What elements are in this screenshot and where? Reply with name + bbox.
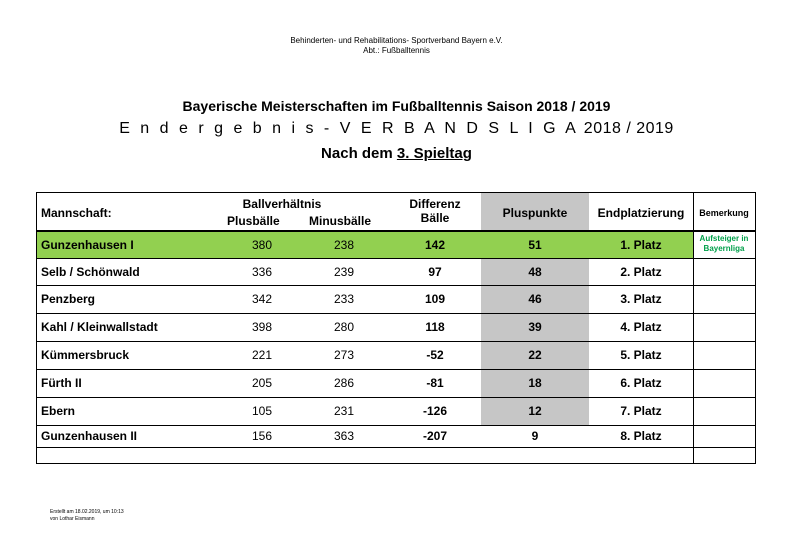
minus-balls: 286 <box>333 376 355 390</box>
points: 9 <box>531 429 539 443</box>
points-column-background <box>481 193 589 426</box>
points: 12 <box>528 404 542 418</box>
ball-difference: 142 <box>424 238 446 252</box>
row-divider <box>37 425 755 426</box>
minus-balls: 273 <box>333 348 355 362</box>
team-name: Gunzenhausen II <box>41 429 138 443</box>
placement: 5. Platz <box>620 348 662 362</box>
placement: 2. Platz <box>620 265 662 279</box>
plus-balls: 205 <box>251 376 273 390</box>
placement: 3. Platz <box>620 292 662 306</box>
team-name: Penzberg <box>41 292 96 306</box>
placement: 1. Platz <box>620 238 662 252</box>
row-divider <box>37 313 755 314</box>
plus-balls: 156 <box>251 429 273 443</box>
header-plus: Plusbälle <box>227 214 280 228</box>
matchday-number: 3. Spieltag <box>396 145 472 162</box>
matchday-prefix: Nach dem <box>321 145 397 162</box>
ball-difference: -81 <box>426 376 444 390</box>
ball-difference: -207 <box>422 429 448 443</box>
row-divider <box>37 341 755 342</box>
minus-balls: 280 <box>333 320 355 334</box>
team-name: Kahl / Kleinwallstadt <box>41 320 158 334</box>
header-placement: Endplatzierung <box>597 206 685 220</box>
header-team: Mannschaft: <box>41 206 112 220</box>
header-minus: Minusbälle <box>309 214 372 228</box>
minus-balls: 233 <box>333 292 355 306</box>
matchday-heading <box>0 145 793 162</box>
subtitle-season: 2018 / 2019 <box>578 120 674 137</box>
header-diff-line1: Differenz <box>409 197 461 211</box>
team-name: Selb / Schönwald <box>41 265 140 279</box>
plus-balls: 398 <box>251 320 273 334</box>
ball-difference: 118 <box>425 320 445 334</box>
placement: 6. Platz <box>620 376 662 390</box>
team-name: Fürth II <box>41 376 82 390</box>
placement: 7. Platz <box>620 404 662 418</box>
standings-table <box>36 192 756 464</box>
page-title: Bayerische Meisterschaften im Fußballtennis Saison 2018 / 2019 <box>182 98 611 114</box>
points: 39 <box>528 320 542 334</box>
row-divider <box>37 258 755 259</box>
row-divider <box>37 397 755 398</box>
plus-balls: 380 <box>251 238 273 252</box>
header-diff-line2: Bälle <box>420 211 450 225</box>
minus-balls: 363 <box>333 429 355 443</box>
ball-difference: -126 <box>422 404 448 418</box>
minus-balls: 238 <box>333 238 355 252</box>
plus-balls: 336 <box>251 265 273 279</box>
plus-balls: 221 <box>251 348 273 362</box>
footer-created: Erstellt am 18.02.2019, um 10:13 <box>50 509 124 515</box>
placement: 4. Platz <box>620 320 662 334</box>
team-name: Kümmersbruck <box>41 348 130 362</box>
points: 51 <box>528 238 542 252</box>
header-row-divider <box>37 230 755 232</box>
header-points: Pluspunkte <box>502 206 568 220</box>
organization-name: Behinderten- und Rehabilitations- Sportverband Bayern e.V. <box>290 36 503 45</box>
points: 48 <box>528 265 542 279</box>
ball-difference: 97 <box>428 265 442 279</box>
team-name: Ebern <box>41 404 76 418</box>
organization-department: Abt.: Fußballtennis <box>363 46 430 55</box>
points: 18 <box>528 376 542 390</box>
ball-difference: -52 <box>426 348 444 362</box>
plus-balls: 342 <box>251 292 273 306</box>
remark-line1: Aufsteiger in <box>699 234 749 243</box>
row-divider <box>37 285 755 286</box>
remark-line2: Bayernliga <box>703 244 745 253</box>
points: 22 <box>528 348 542 362</box>
row-divider <box>37 369 755 370</box>
page-subtitle <box>0 120 793 138</box>
team-name: Gunzenhausen I <box>41 238 134 252</box>
placement: 8. Platz <box>620 429 662 443</box>
footer-author: von Lothar Eismann <box>50 516 95 522</box>
header-remark: Bemerkung <box>699 208 749 218</box>
minus-balls: 231 <box>333 404 355 418</box>
plus-balls: 105 <box>251 404 273 418</box>
minus-balls: 239 <box>333 265 355 279</box>
subtitle-league: E n d e r g e b n i s - V E R B A N D S L I G A <box>119 120 579 137</box>
points: 46 <box>528 292 542 306</box>
header-ball-ratio: Ballverhältnis <box>242 197 322 211</box>
ball-difference: 109 <box>424 292 446 306</box>
row-divider <box>37 447 755 448</box>
